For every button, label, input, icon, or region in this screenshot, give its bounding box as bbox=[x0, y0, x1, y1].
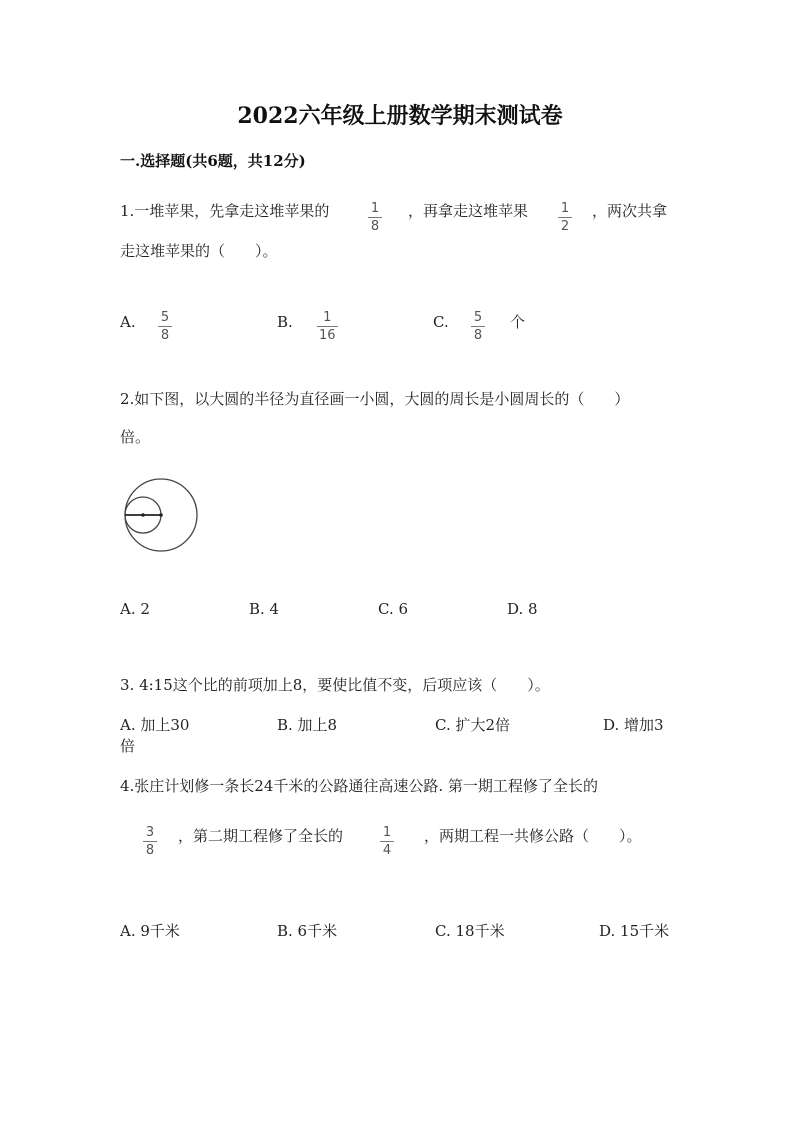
q2-text-line1: 2.如下图，以大圆的半径为直径画一小圆，大圆的周长是小圆周长的（ ） bbox=[120, 390, 630, 408]
page-title: 2022六年级上册数学期末测试卷 bbox=[237, 103, 563, 129]
q1-text-line2: 走这堆苹果的（ ）。 bbox=[120, 242, 278, 260]
q4-text-part2: ，第二期工程修了全长的 bbox=[178, 827, 344, 845]
q3-option-a: A. 加上30 bbox=[120, 716, 190, 734]
q1-option-a-denominator: 8 bbox=[160, 328, 170, 343]
q4-option-d: D. 15千米 bbox=[599, 922, 670, 940]
section-heading: 一.选择题(共6题，共12分) bbox=[120, 152, 306, 170]
q1-option-b-label: B. bbox=[277, 313, 293, 331]
q3-option-c: C. 扩大2倍 bbox=[435, 716, 511, 734]
q4-frac1-numerator: 3 bbox=[145, 825, 155, 840]
q4-text-part3: ，两期工程一共修公路（ ）。 bbox=[424, 827, 642, 845]
q1-fraction-1 bbox=[369, 197, 381, 234]
q1-frac1-denominator: 8 bbox=[370, 219, 380, 234]
q4-frac2-denominator: 4 bbox=[382, 843, 392, 858]
large-circle-center bbox=[159, 513, 163, 517]
q1-option-a-label: A. bbox=[120, 313, 136, 331]
q3-option-d-wrap: 倍 bbox=[120, 737, 136, 755]
q4-frac2-numerator: 1 bbox=[382, 825, 392, 840]
q4-fraction-2 bbox=[381, 821, 393, 858]
q1-option-c-suffix: 个 bbox=[510, 313, 526, 331]
q4-option-b: B. 6千米 bbox=[277, 922, 338, 940]
q1-text-part3: ，两次共拿 bbox=[592, 202, 668, 220]
q2-option-c: C. 6 bbox=[378, 600, 409, 618]
q4-fraction-1 bbox=[144, 821, 156, 858]
q2-option-d: D. 8 bbox=[507, 600, 538, 618]
circle-diagram bbox=[115, 475, 205, 565]
q1-option-b-numerator: 1 bbox=[323, 310, 332, 325]
q1-option-c-denominator: 8 bbox=[473, 328, 483, 343]
q3-option-d: D. 增加3 bbox=[603, 716, 664, 734]
q1-option-c-fraction bbox=[472, 306, 484, 343]
q4-text-line1: 4.张庄计划修一条长24千米的公路通往高速公路. 第一期工程修了全长的 bbox=[120, 777, 598, 795]
q1-frac2-numerator: 1 bbox=[560, 201, 570, 216]
q3-text-line1: 3. 4:15这个比的前项加上8，要使比值不变，后项应该（ ）。 bbox=[120, 676, 550, 694]
q1-frac1-numerator: 1 bbox=[370, 201, 380, 216]
q1-option-a-numerator: 5 bbox=[160, 310, 170, 325]
q2-text-line2: 倍。 bbox=[120, 428, 151, 446]
q1-option-b-fraction bbox=[318, 306, 337, 343]
q3-option-b: B. 加上8 bbox=[277, 716, 338, 734]
small-circle-center bbox=[141, 513, 145, 517]
q1-text-part1: 1.一堆苹果，先拿走这堆苹果的 bbox=[120, 202, 330, 220]
q1-option-c-label: C. bbox=[433, 313, 449, 331]
q1-frac2-denominator: 2 bbox=[560, 219, 570, 234]
q2-option-b: B. 4 bbox=[249, 600, 280, 618]
q4-frac1-denominator: 8 bbox=[145, 843, 155, 858]
q2-option-a: A. 2 bbox=[120, 600, 150, 618]
q1-option-c-numerator: 5 bbox=[473, 310, 483, 325]
q1-text-part2: ，再拿走这堆苹果 bbox=[408, 202, 529, 220]
q4-option-c: C. 18千米 bbox=[435, 922, 505, 940]
q1-option-a-fraction bbox=[159, 306, 171, 343]
q4-option-a: A. 9千米 bbox=[120, 922, 180, 940]
q1-fraction-2 bbox=[559, 197, 571, 234]
q1-option-b-denominator: 16 bbox=[319, 328, 336, 343]
